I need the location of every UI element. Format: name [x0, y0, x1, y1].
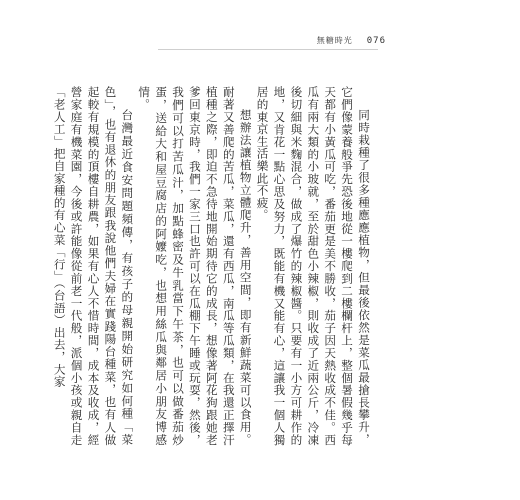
page-number: 076: [366, 36, 386, 46]
book-title: 無糖時光: [316, 36, 353, 45]
paragraph: 同時栽種了很多種應應植物，但最後依然是菜瓜最搶長攀升，它們像蒙養般爭先恐後地從一樓爬到二樓欄杆上，整個暑假幾乎每天都有小黃瓜可吃，番茄更是美不勝收，茄子因天熱收成不佳。西瓜有兩大類的小玻就，至於甜色小辣椒，則收成了近兩公斤，冷凍後切細與米麴混合，做成了爆竹的辣椒醬。只要有一小方可耕作的地，又肯花一點心思及努力，既能有機又能有心，這讓我一個人獨居的東京生活樂此不疲。: [255, 86, 371, 446]
running-header: [317, 35, 386, 46]
paragraph: 台灣最近食安問題頻傳，有孩子的母親開始研究如何種「菜色」，也有退休的朋友跟我說他們夫婦在實踐陽台種菜，也有人做起較有規模的頂樓自耕農，如果有心人不惜時間，成本及收成，經營家庭有機菜園，今後或許能像從前老一代般，派個小孩或親自走「老人工」把自家種的有心菜「行」（台語）出去，大家: [52, 86, 135, 446]
header-divider: [158, 49, 378, 50]
paragraph: 想辦法讓植物立體爬升，善用空間，即有新鮮蔬菜可以食用。耐著又善爬的苦瓜，菜瓜，還有西瓜，南瓜等瓜類，在我還正擇汗植種之際，即迫不急待地開始期待它的成長，想像著阿花狗跟她老爹回東京時，我們一家三口也許可以在瓜棚下午睡或玩耍，然後，我們可以打苦瓜汁，加點蜂密及牛乳當下午茶，也可以做番茄炒蛋，送給大和屋豆腐店的阿嬤吃，也想用絲瓜與鄰居小朋友博感情。: [137, 86, 253, 446]
body-text: [52, 86, 372, 446]
